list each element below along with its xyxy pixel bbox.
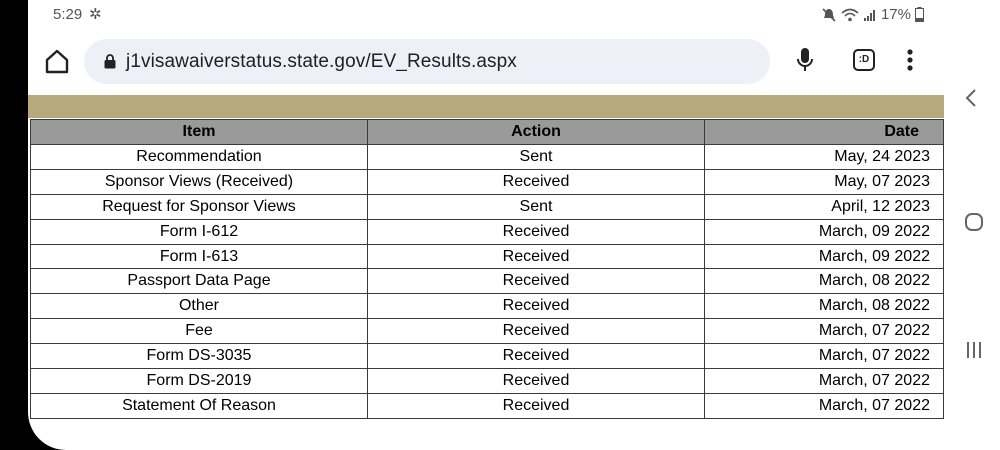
wifi-icon: [841, 8, 859, 22]
cell-item: Fee: [31, 319, 368, 344]
cell-action: Sent: [368, 145, 705, 170]
browser-toolbar: [28, 30, 944, 92]
cell-date: March, 09 2022: [705, 244, 944, 269]
cell-item: Statement Of Reason: [31, 393, 368, 418]
table-row: [31, 169, 944, 194]
table-row: [31, 219, 944, 244]
system-nav-bar: [944, 0, 1000, 450]
microphone-icon[interactable]: [796, 47, 814, 73]
cell-item: Form I-612: [31, 219, 368, 244]
back-icon[interactable]: [964, 88, 978, 108]
cell-item: Form I-613: [31, 244, 368, 269]
cell-action: Received: [368, 393, 705, 418]
cell-action: Received: [368, 294, 705, 319]
results-table: [30, 119, 944, 419]
cell-date: March, 07 2022: [705, 319, 944, 344]
cell-action: Sent: [368, 194, 705, 219]
cell-date: May, 24 2023: [705, 145, 944, 170]
page-header-band: [28, 95, 944, 118]
table-row: [31, 393, 944, 418]
status-icons: [821, 6, 924, 23]
browser-screen: [28, 0, 944, 450]
table-row: [31, 319, 944, 344]
mute-icon: [821, 7, 837, 23]
cell-item: Recommendation: [31, 145, 368, 170]
status-time: 5:29: [53, 6, 83, 23]
cell-date: March, 09 2022: [705, 219, 944, 244]
cell-item: Request for Sponsor Views: [31, 194, 368, 219]
url-text[interactable]: j1visawaiverstatus.state.gov/EV_Results.aspx: [126, 51, 517, 72]
cell-action: Received: [368, 169, 705, 194]
loading-spinner-icon: ✲: [89, 6, 102, 23]
cell-action: Received: [368, 369, 705, 394]
header-action: Action: [368, 120, 705, 145]
cell-item: Sponsor Views (Received): [31, 169, 368, 194]
cell-item: Other: [31, 294, 368, 319]
cell-item: Passport Data Page: [31, 269, 368, 294]
cell-date: April, 12 2023: [705, 194, 944, 219]
table-row: [31, 294, 944, 319]
battery-percent: 17%: [880, 6, 911, 23]
tab-switcher-icon[interactable]: :D: [853, 49, 875, 71]
header-date: Date: [705, 120, 944, 145]
cell-date: March, 08 2022: [705, 269, 944, 294]
more-vert-icon[interactable]: [906, 48, 914, 72]
cell-action: Received: [368, 219, 705, 244]
home-icon[interactable]: [42, 46, 72, 76]
lock-icon[interactable]: [104, 54, 116, 69]
table-row: [31, 145, 944, 170]
cell-date: March, 07 2022: [705, 344, 944, 369]
cell-action: Received: [368, 269, 705, 294]
cell-date: March, 07 2022: [705, 369, 944, 394]
table-row: [31, 369, 944, 394]
table-row: [31, 244, 944, 269]
battery-icon: [915, 7, 924, 22]
table-header-row: [31, 120, 944, 145]
table-row: [31, 269, 944, 294]
home-circle-icon[interactable]: [964, 212, 984, 232]
cell-action: Received: [368, 319, 705, 344]
table-row: [31, 194, 944, 219]
cell-action: Received: [368, 244, 705, 269]
signal-icon: [863, 8, 877, 22]
status-bar: [28, 0, 944, 30]
table-row: [31, 344, 944, 369]
cell-date: March, 07 2022: [705, 393, 944, 418]
header-item: Item: [31, 120, 368, 145]
cell-date: May, 07 2023: [705, 169, 944, 194]
cell-item: Form DS-3035: [31, 344, 368, 369]
address-bar[interactable]: [84, 39, 770, 84]
cell-action: Received: [368, 344, 705, 369]
cell-date: March, 08 2022: [705, 294, 944, 319]
cell-item: Form DS-2019: [31, 369, 368, 394]
recents-icon[interactable]: [964, 340, 984, 360]
